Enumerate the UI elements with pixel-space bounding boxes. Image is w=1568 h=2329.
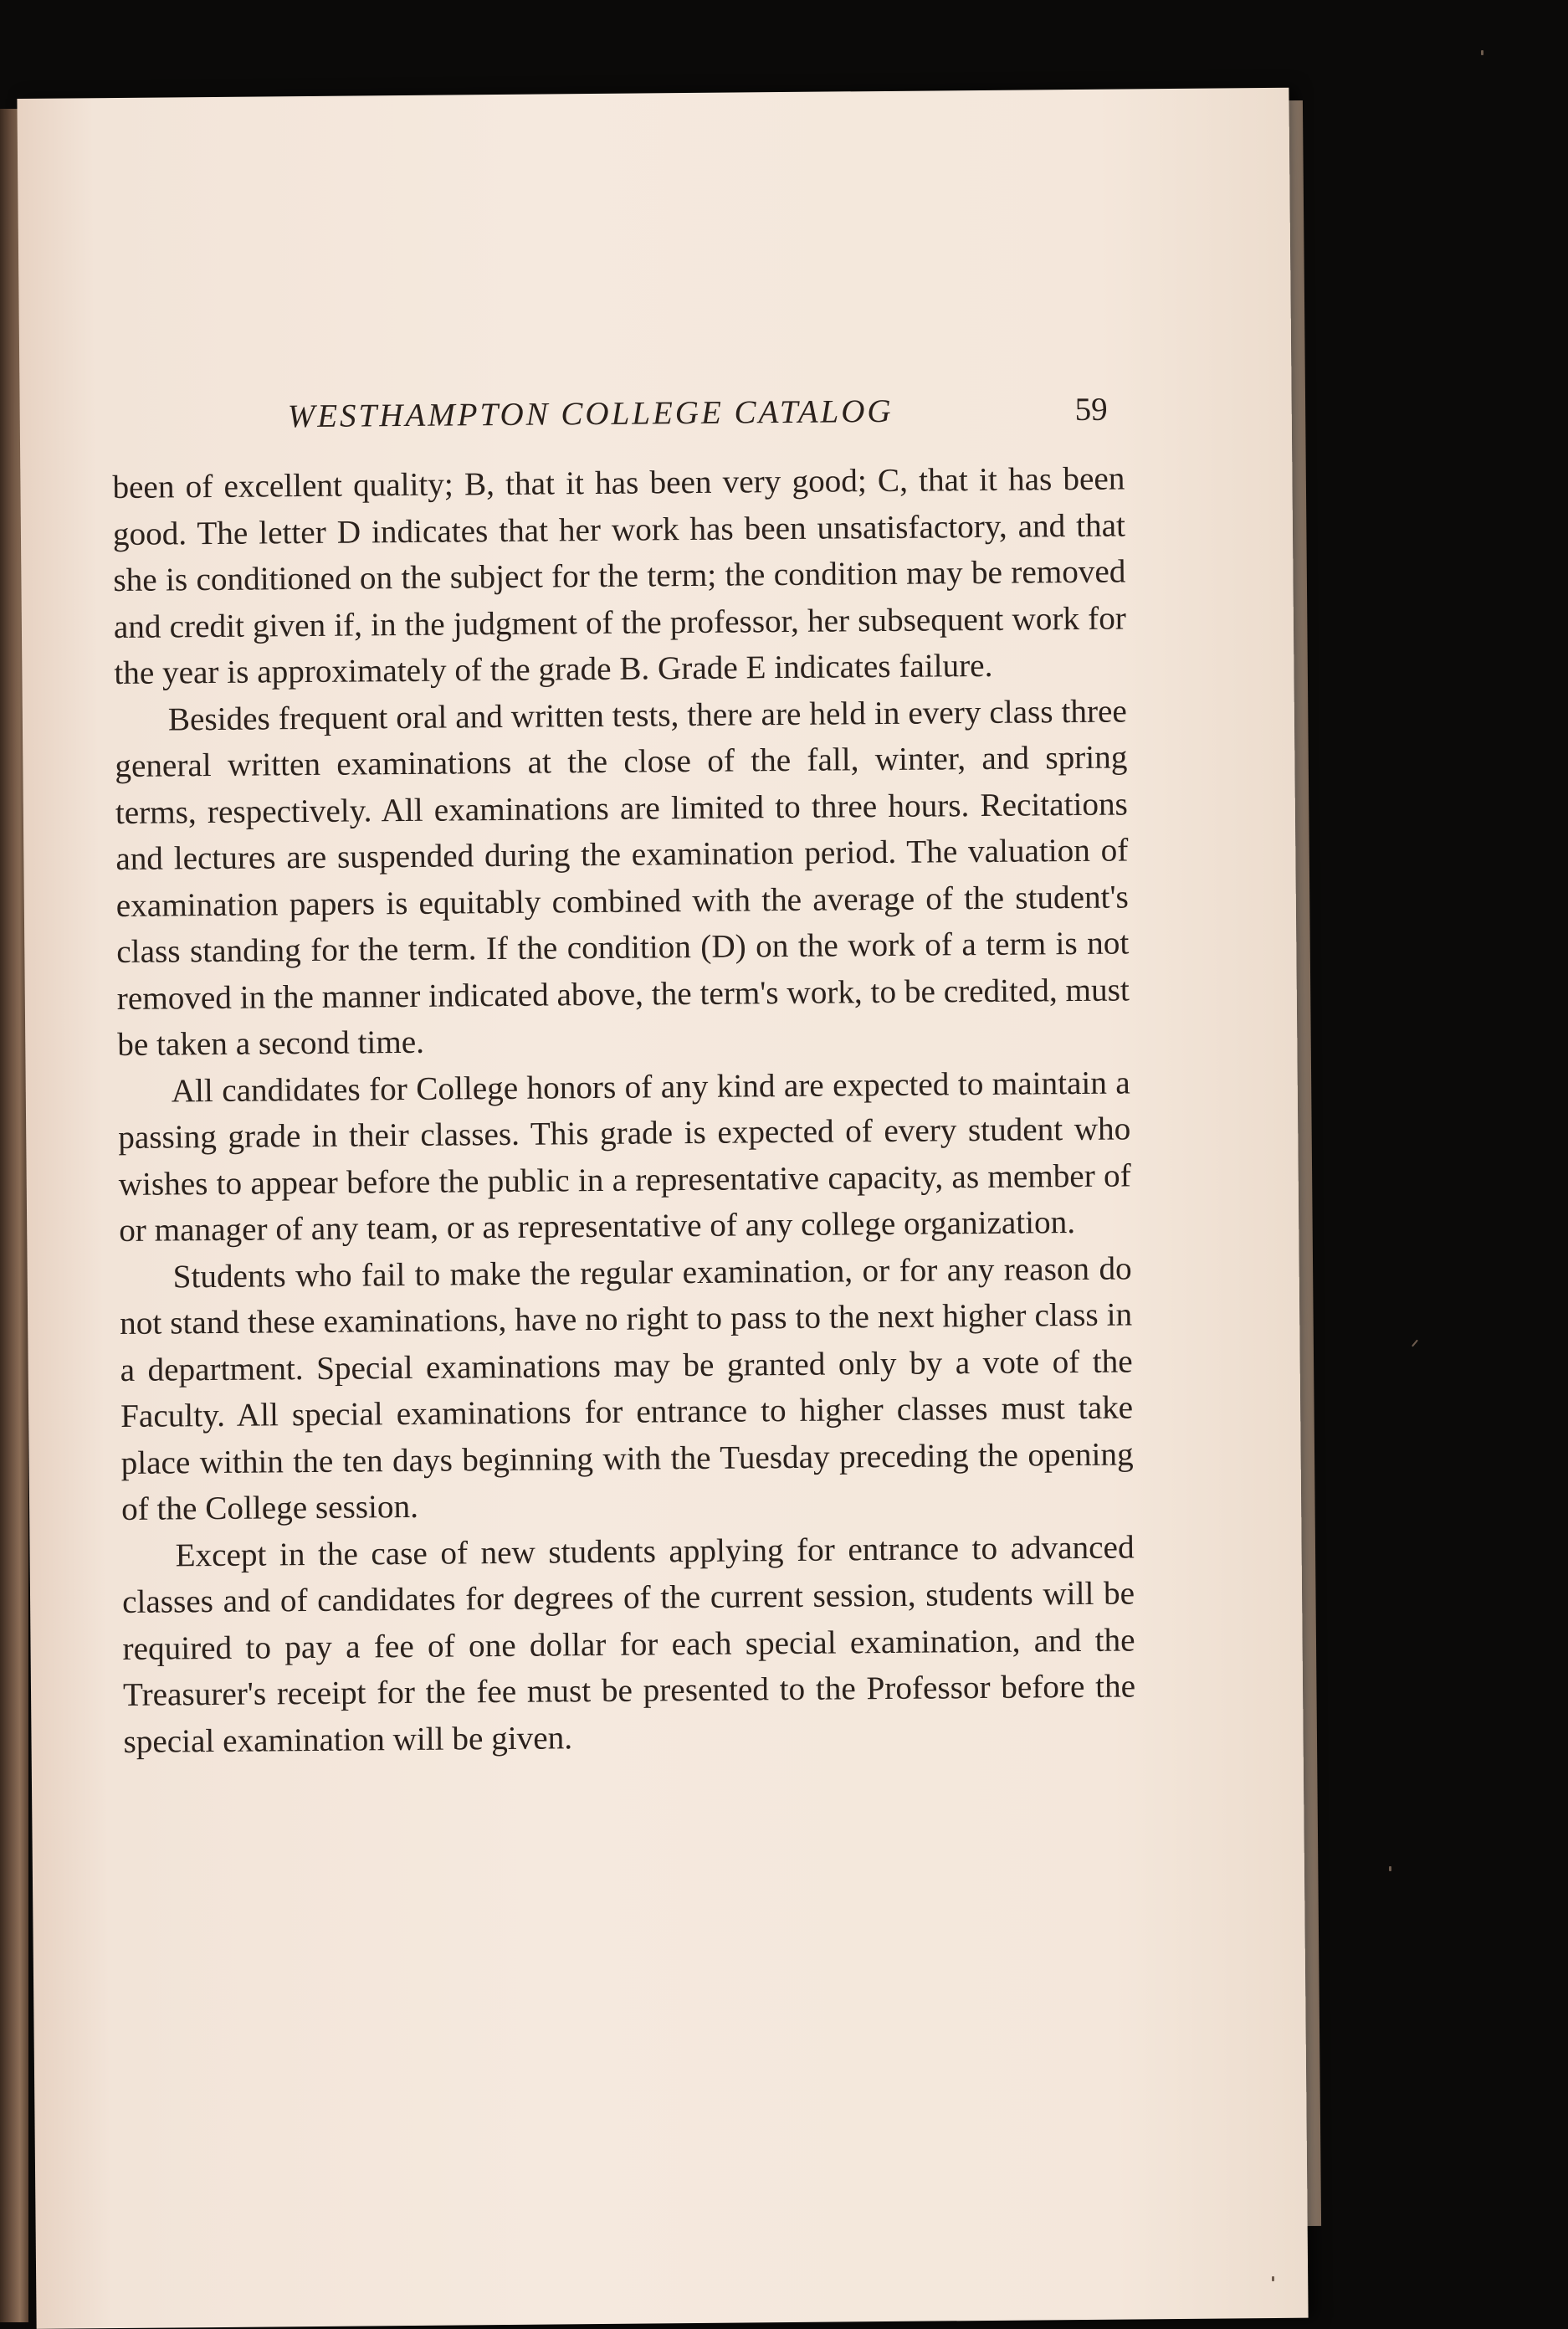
paragraph-5: Except in the case of new students applying for entrance to advanced classes and of candidates for degrees of the current session, students will be required to pay a fee of one dollar for each special examination, and the Treasurer's receipt for the fee must be presented to the Professor before the special examination will be given. [121, 1528, 1136, 1760]
paragraph-2: Besides frequent oral and written tests, there are held in every class three general written examinations at the close of the fall, winter, and spring terms, respectively. All examinations are limited to three hours. Recitations and lectures are suspended during the examination period. The valuation of examination papers is equitably combined with the average of the student's class standing for the term. If the condition (D) on the work of a term is not removed in the manner indicated above, the term's work, to be credited, must be taken a second time. [115, 692, 1130, 1064]
running-header [288, 390, 1125, 448]
paragraph-1: been of excellent quality; B, that it has been very good; C, that it has been good. The letter D indicates that her work has been unsatisfactory, and that she is conditioned on the subject for the term; the condition may be removed and credit given if, in the judgment of the professor, her subsequent work for the year is approximately of the grade B. Grade E indicates failure. [112, 460, 1127, 692]
page-number: 59 [1074, 391, 1108, 428]
dust-fleck [1412, 1340, 1418, 1347]
paragraph-3: All candidates for College honors of any kind are expected to maintain a passing grade in their classes. This grade is expected of every student who wishes to appear before the public in a representative capacity, as member of or manager of any team, or as representative of any college organization. [118, 1064, 1131, 1249]
dust-fleck [1272, 2276, 1274, 2281]
dust-fleck [1389, 1866, 1391, 1871]
paragraph-4: Students who fail to make the regular examination, or for any reason do not stand these examinations, have no right to pass to the next higher class in a department. Special examinations may be granted only by a vote of the Faculty. All special examinations for entrance to higher classes must take place within the ten days beginning with the Tuesday preceding the opening of the College session. [119, 1249, 1134, 1527]
running-title: WESTHAMPTON COLLEGE CATALOG [287, 392, 894, 435]
dust-fleck [1481, 50, 1483, 55]
body-text [112, 455, 1136, 1765]
book-page [17, 88, 1308, 2329]
